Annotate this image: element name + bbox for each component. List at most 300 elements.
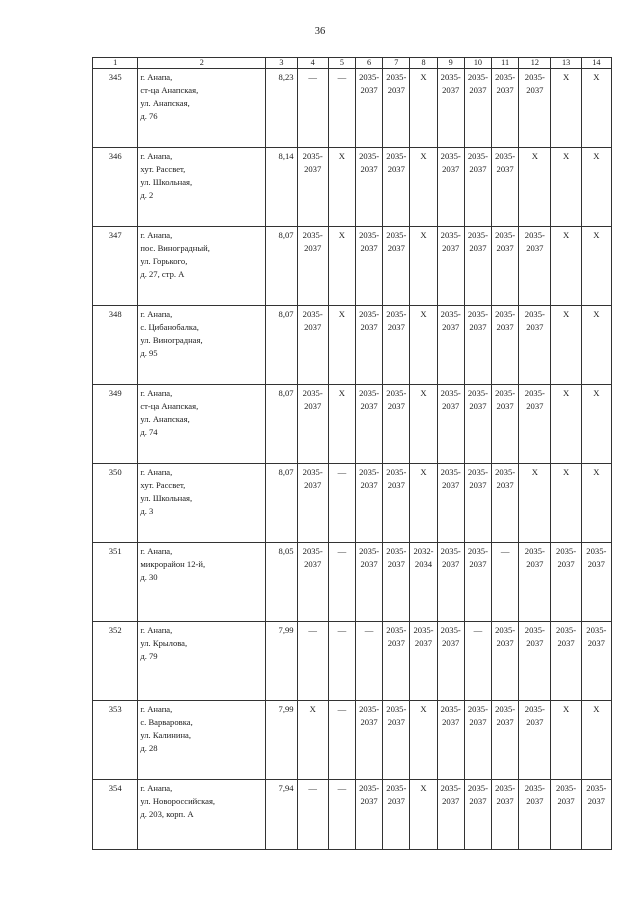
value-cell	[492, 227, 519, 306]
value-cell: —	[356, 622, 383, 701]
column-header: 13	[551, 58, 581, 69]
value-cell: X	[581, 701, 611, 780]
address-cell	[138, 701, 266, 780]
address-line: д. 3	[140, 506, 154, 516]
value-cell: X	[410, 385, 437, 464]
value-cell	[437, 69, 464, 148]
address-line: ул. Школьная,	[140, 493, 193, 503]
value-cell	[383, 543, 410, 622]
value-cell: X	[551, 701, 581, 780]
row-number: 346	[93, 148, 138, 227]
period-end: 2037	[387, 164, 405, 174]
value-cell	[383, 69, 410, 148]
period-start: 2035-	[440, 72, 461, 82]
period-start: 2035-	[467, 783, 488, 793]
table-row	[93, 543, 612, 622]
period-start: 2035-	[440, 704, 461, 714]
period-end: 2037	[469, 559, 487, 569]
value-cell	[464, 701, 491, 780]
period-start: 2035-	[302, 388, 323, 398]
value-cell: X	[297, 701, 328, 780]
period-end: 2037	[526, 796, 544, 806]
period-start: 2035-	[524, 72, 545, 82]
value-cell: —	[328, 780, 355, 850]
area-value: 8,23	[266, 69, 297, 148]
value-cell: X	[551, 385, 581, 464]
value-cell: X	[581, 306, 611, 385]
row-number: 352	[93, 622, 138, 701]
table-row	[93, 306, 612, 385]
address-cell	[138, 385, 266, 464]
period-start: 2035-	[524, 309, 545, 319]
address-cell	[138, 464, 266, 543]
period-end: 2037	[304, 322, 322, 332]
period-end: 2037	[360, 243, 378, 253]
row-number: 347	[93, 227, 138, 306]
address-line: с. Варваровка,	[140, 717, 193, 727]
period-end: 2037	[442, 796, 460, 806]
table-row	[93, 622, 612, 701]
period-end: 2037	[442, 164, 460, 174]
period-end: 2037	[526, 85, 544, 95]
table-row	[93, 464, 612, 543]
period-end: 2037	[526, 322, 544, 332]
address-line: г. Анапа,	[140, 467, 173, 477]
period-end: 2037	[387, 559, 405, 569]
value-cell	[464, 148, 491, 227]
value-cell: X	[328, 227, 355, 306]
address-line: ст-ца Анапская,	[140, 401, 199, 411]
value-cell	[437, 622, 464, 701]
value-cell	[383, 464, 410, 543]
period-start: 2035-	[556, 625, 577, 635]
period-start: 2035-	[302, 546, 323, 556]
period-start: 2035-	[495, 783, 516, 793]
address-line: д. 203, корп. А	[140, 809, 194, 819]
address-line: микрорайон 12-й,	[140, 559, 206, 569]
period-start: 2035-	[524, 388, 545, 398]
period-end: 2037	[587, 796, 605, 806]
period-start: 2035-	[495, 230, 516, 240]
period-start: 2035-	[359, 783, 380, 793]
period-start: 2035-	[495, 309, 516, 319]
value-cell	[492, 148, 519, 227]
value-cell: —	[297, 69, 328, 148]
table-row	[93, 385, 612, 464]
area-value: 8,14	[266, 148, 297, 227]
value-cell	[383, 701, 410, 780]
value-cell	[356, 306, 383, 385]
value-cell	[437, 306, 464, 385]
value-cell: X	[551, 306, 581, 385]
address-line: д. 30	[140, 572, 158, 582]
period-end: 2037	[557, 638, 575, 648]
period-start: 2035-	[467, 704, 488, 714]
period-start: 2035-	[495, 72, 516, 82]
column-header: 14	[581, 58, 611, 69]
value-cell	[551, 780, 581, 850]
period-end: 2037	[304, 559, 322, 569]
value-cell	[519, 69, 551, 148]
address-line: г. Анапа,	[140, 72, 173, 82]
column-header: 7	[383, 58, 410, 69]
period-end: 2037	[387, 480, 405, 490]
period-start: 2035-	[302, 230, 323, 240]
period-start: 2035-	[440, 151, 461, 161]
address-line: хут. Рассвет,	[140, 480, 186, 490]
period-start: 2035-	[440, 783, 461, 793]
value-cell	[551, 543, 581, 622]
value-cell	[383, 148, 410, 227]
period-start: 2035-	[524, 704, 545, 714]
column-header: 5	[328, 58, 355, 69]
period-end: 2037	[387, 717, 405, 727]
address-line: г. Анапа,	[140, 625, 173, 635]
period-end: 2037	[442, 717, 460, 727]
page-number: 36	[314, 26, 326, 37]
period-end: 2037	[526, 243, 544, 253]
period-start: 2035-	[495, 388, 516, 398]
value-cell	[437, 227, 464, 306]
period-end: 2037	[360, 401, 378, 411]
value-cell	[356, 227, 383, 306]
address-cell	[138, 227, 266, 306]
value-cell	[492, 306, 519, 385]
value-cell: —	[328, 622, 355, 701]
address-cell	[138, 543, 266, 622]
value-cell: X	[581, 385, 611, 464]
value-cell	[356, 701, 383, 780]
period-start: 2035-	[495, 151, 516, 161]
table-row	[93, 701, 612, 780]
value-cell	[437, 543, 464, 622]
period-end: 2037	[387, 401, 405, 411]
period-start: 2035-	[359, 388, 380, 398]
value-cell	[519, 306, 551, 385]
area-value: 8,07	[266, 306, 297, 385]
address-line: ст-ца Анапская,	[140, 85, 199, 95]
period-end: 2037	[304, 243, 322, 253]
column-header: 3	[266, 58, 297, 69]
period-start: 2035-	[467, 467, 488, 477]
period-end: 2037	[442, 243, 460, 253]
address-line: с. Цибанобалка,	[140, 322, 199, 332]
period-end: 2037	[526, 638, 544, 648]
address-cell	[138, 622, 266, 701]
data-table	[92, 57, 612, 850]
value-cell	[464, 464, 491, 543]
period-start: 2035-	[524, 230, 545, 240]
value-cell	[464, 227, 491, 306]
period-end: 2037	[469, 85, 487, 95]
period-end: 2037	[360, 796, 378, 806]
value-cell	[492, 780, 519, 850]
period-start: 2035-	[467, 230, 488, 240]
column-header: 9	[437, 58, 464, 69]
address-line: пос. Виноградный,	[140, 243, 210, 253]
address-line: г. Анапа,	[140, 230, 173, 240]
period-start: 2035-	[302, 151, 323, 161]
value-cell	[356, 543, 383, 622]
period-end: 2037	[496, 401, 514, 411]
value-cell: X	[410, 306, 437, 385]
period-end: 2037	[304, 401, 322, 411]
period-start: 2035-	[359, 704, 380, 714]
period-end: 2037	[387, 243, 405, 253]
value-cell	[581, 622, 611, 701]
period-end: 2037	[496, 164, 514, 174]
period-start: 2035-	[386, 309, 407, 319]
period-start: 2035-	[495, 467, 516, 477]
value-cell: X	[410, 227, 437, 306]
value-cell	[519, 780, 551, 850]
address-cell	[138, 780, 266, 850]
address-line: д. 27, стр. А	[140, 269, 185, 279]
period-start: 2035-	[440, 546, 461, 556]
value-cell	[383, 780, 410, 850]
period-end: 2034	[414, 559, 433, 569]
address-line: ул. Виноградная,	[140, 335, 203, 345]
value-cell: X	[581, 69, 611, 148]
period-end: 2037	[557, 796, 575, 806]
period-start: 2035-	[359, 309, 380, 319]
address-line: ул. Новороссийская,	[140, 796, 216, 806]
period-end: 2037	[496, 322, 514, 332]
period-start: 2035-	[386, 388, 407, 398]
value-cell	[297, 543, 328, 622]
value-cell	[492, 69, 519, 148]
period-start: 2035-	[386, 704, 407, 714]
period-start: 2035-	[467, 72, 488, 82]
address-line: д. 2	[140, 190, 154, 200]
period-end: 2037	[360, 85, 378, 95]
period-start: 2035-	[467, 546, 488, 556]
period-start: 2035-	[386, 72, 407, 82]
period-end: 2037	[587, 559, 605, 569]
address-line: ул. Крылова,	[140, 638, 188, 648]
period-end: 2037	[387, 85, 405, 95]
value-cell	[297, 306, 328, 385]
value-cell: X	[519, 464, 551, 543]
value-cell	[410, 543, 437, 622]
period-end: 2037	[469, 164, 487, 174]
value-cell: X	[328, 385, 355, 464]
period-end: 2037	[469, 796, 487, 806]
value-cell	[581, 543, 611, 622]
address-line: г. Анапа,	[140, 388, 173, 398]
period-end: 2037	[469, 401, 487, 411]
column-header: 1	[93, 58, 138, 69]
column-header: 10	[464, 58, 491, 69]
value-cell: —	[492, 543, 519, 622]
value-cell	[492, 701, 519, 780]
period-end: 2037	[496, 796, 514, 806]
value-cell	[437, 780, 464, 850]
area-value: 8,07	[266, 385, 297, 464]
address-line: д. 28	[140, 743, 158, 753]
value-cell: X	[328, 148, 355, 227]
period-start: 2035-	[524, 546, 545, 556]
value-cell: X	[551, 148, 581, 227]
value-cell: —	[328, 701, 355, 780]
period-end: 2037	[442, 480, 460, 490]
value-cell: —	[464, 622, 491, 701]
period-end: 2037	[469, 322, 487, 332]
value-cell: —	[328, 464, 355, 543]
table-row	[93, 148, 612, 227]
period-end: 2037	[387, 796, 405, 806]
period-start: 2035-	[386, 625, 407, 635]
column-header: 2	[138, 58, 266, 69]
period-end: 2037	[526, 401, 544, 411]
table-header-row	[93, 58, 612, 69]
column-header: 8	[410, 58, 437, 69]
value-cell: X	[519, 148, 551, 227]
period-start: 2035-	[440, 467, 461, 477]
value-cell	[519, 227, 551, 306]
period-end: 2037	[496, 243, 514, 253]
value-cell: —	[328, 543, 355, 622]
row-number: 353	[93, 701, 138, 780]
value-cell	[297, 385, 328, 464]
period-start: 2035-	[440, 309, 461, 319]
value-cell	[356, 780, 383, 850]
period-start: 2035-	[586, 625, 607, 635]
value-cell	[464, 306, 491, 385]
address-line: ул. Калинина,	[140, 730, 192, 740]
period-end: 2037	[496, 638, 514, 648]
value-cell	[437, 385, 464, 464]
period-end: 2037	[387, 638, 405, 648]
period-start: 2035-	[467, 388, 488, 398]
value-cell: —	[297, 780, 328, 850]
area-value: 7,94	[266, 780, 297, 850]
value-cell	[297, 464, 328, 543]
period-end: 2037	[304, 480, 322, 490]
period-start: 2035-	[556, 783, 577, 793]
value-cell	[410, 622, 437, 701]
period-end: 2037	[442, 322, 460, 332]
value-cell	[581, 780, 611, 850]
value-cell: X	[328, 306, 355, 385]
period-end: 2037	[360, 322, 378, 332]
row-number: 345	[93, 69, 138, 148]
address-line: ул. Горького,	[140, 256, 188, 266]
period-start: 2035-	[302, 467, 323, 477]
row-number: 349	[93, 385, 138, 464]
address-line: г. Анапа,	[140, 309, 173, 319]
period-start: 2035-	[524, 625, 545, 635]
period-end: 2037	[387, 322, 405, 332]
column-header: 11	[492, 58, 519, 69]
period-start: 2035-	[440, 388, 461, 398]
period-end: 2037	[496, 480, 514, 490]
row-number: 350	[93, 464, 138, 543]
value-cell: X	[581, 464, 611, 543]
value-cell	[383, 622, 410, 701]
value-cell	[464, 385, 491, 464]
period-end: 2037	[442, 559, 460, 569]
value-cell: X	[410, 69, 437, 148]
value-cell	[383, 306, 410, 385]
period-end: 2037	[360, 480, 378, 490]
address-line: г. Анапа,	[140, 546, 173, 556]
period-start: 2035-	[386, 230, 407, 240]
address-cell	[138, 148, 266, 227]
period-end: 2037	[469, 717, 487, 727]
period-end: 2037	[526, 559, 544, 569]
value-cell	[383, 227, 410, 306]
address-line: г. Анапа,	[140, 783, 173, 793]
value-cell	[492, 385, 519, 464]
table-row	[93, 69, 612, 148]
value-cell: X	[581, 148, 611, 227]
period-start: 2035-	[359, 151, 380, 161]
address-line: д. 79	[140, 651, 158, 661]
address-line: ул. Анапская,	[140, 98, 190, 108]
value-cell: X	[410, 701, 437, 780]
period-end: 2037	[469, 243, 487, 253]
address-line: ул. Анапская,	[140, 414, 190, 424]
area-value: 8,07	[266, 227, 297, 306]
period-start: 2035-	[495, 704, 516, 714]
value-cell	[437, 701, 464, 780]
value-cell	[464, 69, 491, 148]
value-cell: —	[297, 622, 328, 701]
period-start: 2035-	[386, 783, 407, 793]
area-value: 7,99	[266, 622, 297, 701]
value-cell	[464, 543, 491, 622]
value-cell: X	[581, 227, 611, 306]
address-line: д. 74	[140, 427, 158, 437]
period-start: 2035-	[302, 309, 323, 319]
address-cell	[138, 69, 266, 148]
period-start: 2035-	[586, 546, 607, 556]
value-cell	[356, 385, 383, 464]
period-start: 2035-	[359, 546, 380, 556]
table-row	[93, 780, 612, 850]
period-end: 2037	[304, 164, 322, 174]
period-end: 2037	[442, 638, 460, 648]
period-start: 2035-	[556, 546, 577, 556]
area-value: 8,07	[266, 464, 297, 543]
period-end: 2037	[526, 717, 544, 727]
value-cell: X	[410, 780, 437, 850]
value-cell	[551, 622, 581, 701]
row-number: 348	[93, 306, 138, 385]
address-line: г. Анапа,	[140, 151, 173, 161]
address-line: г. Анапа,	[140, 704, 173, 714]
column-header: 12	[519, 58, 551, 69]
period-end: 2037	[557, 559, 575, 569]
value-cell	[383, 385, 410, 464]
value-cell	[519, 385, 551, 464]
value-cell	[356, 69, 383, 148]
period-start: 2035-	[386, 467, 407, 477]
period-end: 2037	[442, 85, 460, 95]
period-start: 2032-	[413, 546, 434, 556]
value-cell: X	[551, 69, 581, 148]
period-start: 2035-	[440, 625, 461, 635]
period-end: 2037	[469, 480, 487, 490]
column-header: 4	[297, 58, 328, 69]
value-cell: X	[551, 227, 581, 306]
row-number: 351	[93, 543, 138, 622]
address-cell	[138, 306, 266, 385]
period-end: 2037	[496, 717, 514, 727]
value-cell: X	[551, 464, 581, 543]
value-cell	[437, 464, 464, 543]
